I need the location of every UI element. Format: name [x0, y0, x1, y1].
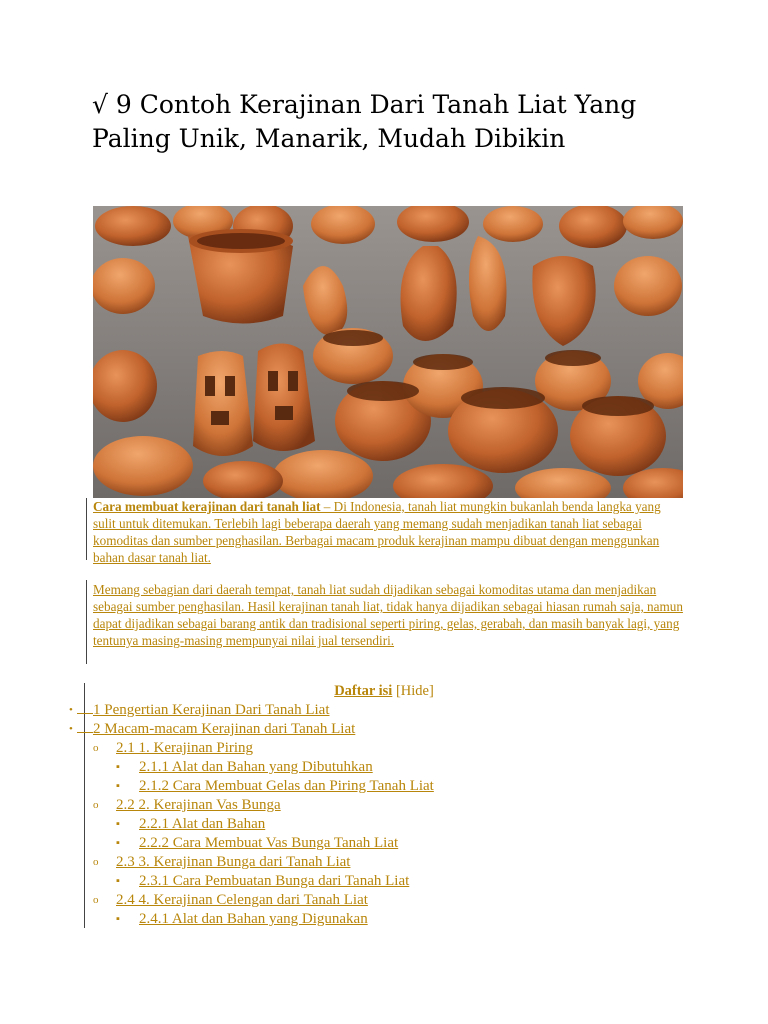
toc-bullet-icon: •: [69, 701, 73, 720]
toc-item[interactable]: [0, 720, 768, 739]
toc-item-label[interactable]: 2 Macam-macam Kerajinan dari Tanah Liat: [93, 721, 356, 737]
quote-rule-2: [86, 580, 87, 664]
toc-item-label[interactable]: 2.3.1 Cara Pembuatan Bunga dari Tanah Liat: [139, 873, 410, 889]
toc-item-label[interactable]: 2.4.1 Alat dan Bahan yang Digunakan: [139, 911, 368, 927]
toc-item[interactable]: [0, 853, 768, 872]
intro-paragraph-2: [93, 581, 683, 649]
toc-item-label[interactable]: 2.1.2 Cara Membuat Gelas dan Piring Tanah Liat: [139, 778, 434, 794]
clay-pottery-photo: [93, 206, 683, 498]
toc-bullet-icon: ▪: [116, 913, 120, 925]
lead-link[interactable]: Cara membuat kerajinan dari tanah liat: [93, 499, 321, 514]
table-of-contents: [0, 701, 768, 929]
toc-item[interactable]: [0, 872, 768, 891]
toc-item-label[interactable]: 1 Pengertian Kerajinan Dari Tanah Liat: [93, 702, 330, 718]
intro-text-1: – Di Indonesia, tanah liat mungkin bukanlah benda langka yang sulit untuk ditemukan. Terlebih lagi beberapa daerah yang memang sudah menjadikan tanah liat sebagai komoditas dan sumber penghasilan. Berbagai macam produk kerajinan mampu dibuat dengan menggunkan bahan dasar tanah liat.: [93, 499, 661, 565]
toc-item[interactable]: [0, 758, 768, 777]
toc-bullet-icon: •: [69, 720, 73, 739]
page-title: √ 9 Contoh Kerajinan Dari Tanah Liat Yang Paling Unik, Manarik, Mudah Dibikin: [92, 90, 637, 153]
toc-bullet-icon: o: [93, 799, 99, 811]
toc-item[interactable]: [0, 834, 768, 853]
toc-bullet-icon: o: [93, 894, 99, 906]
toc-item[interactable]: [0, 739, 768, 758]
toc-item[interactable]: [0, 796, 768, 815]
toc-item[interactable]: [0, 815, 768, 834]
toc-bullet-icon: ▪: [116, 875, 120, 887]
intro-text-2: Memang sebagian dari daerah tempat, tanah liat sudah dijadikan sebagai komoditas utama dan menjadikan sebagai sumber penghasilan. Hasil kerajinan tanah liat, tidak hanya dijadikan sebagai hiasan rumah saja, namun dapat dijadikan sebagai barang antik dan tradisional seperti piring, gelas, gerabah, dan masih banyak lagi, yang tentunya masing-masing mempunyai nilai jual tersendiri.: [93, 582, 683, 648]
toc-heading: [0, 683, 768, 700]
toc-bullet-icon: o: [93, 742, 99, 754]
toc-item-label[interactable]: 2.2.1 Alat dan Bahan: [139, 816, 266, 832]
intro-paragraph-1: [93, 498, 683, 566]
toc-item-label[interactable]: 2.4 4. Kerajinan Celengan dari Tanah Liat: [116, 892, 368, 908]
quote-rule: [86, 498, 87, 560]
toc-item-label[interactable]: 2.1 1. Kerajinan Piring: [116, 740, 254, 756]
toc-bullet-icon: ▪: [116, 837, 120, 849]
toc-bullet-icon: ▪: [116, 818, 120, 830]
toc-item-label[interactable]: 2.2.2 Cara Membuat Vas Bunga Tanah Liat: [139, 835, 399, 851]
toc-item[interactable]: [0, 777, 768, 796]
toc-item-label[interactable]: 2.3 3. Kerajinan Bunga dari Tanah Liat: [116, 854, 351, 870]
toc-title: Daftar isi: [334, 683, 393, 699]
toc-item-label[interactable]: 2.1.1 Alat dan Bahan yang Dibutuhkan: [139, 759, 373, 775]
clay-pottery-photo-icon: [93, 206, 683, 498]
toc-item-label[interactable]: 2.2 2. Kerajinan Vas Bunga: [116, 797, 281, 813]
toc-item[interactable]: [0, 891, 768, 910]
toc-hide-link[interactable]: [Hide]: [395, 683, 434, 699]
toc-bullet-icon: o: [93, 856, 99, 868]
toc-bullet-icon: ▪: [116, 780, 120, 792]
toc-bullet-icon: ▪: [116, 761, 120, 773]
toc-item[interactable]: [0, 910, 768, 929]
toc-item[interactable]: [0, 701, 768, 720]
